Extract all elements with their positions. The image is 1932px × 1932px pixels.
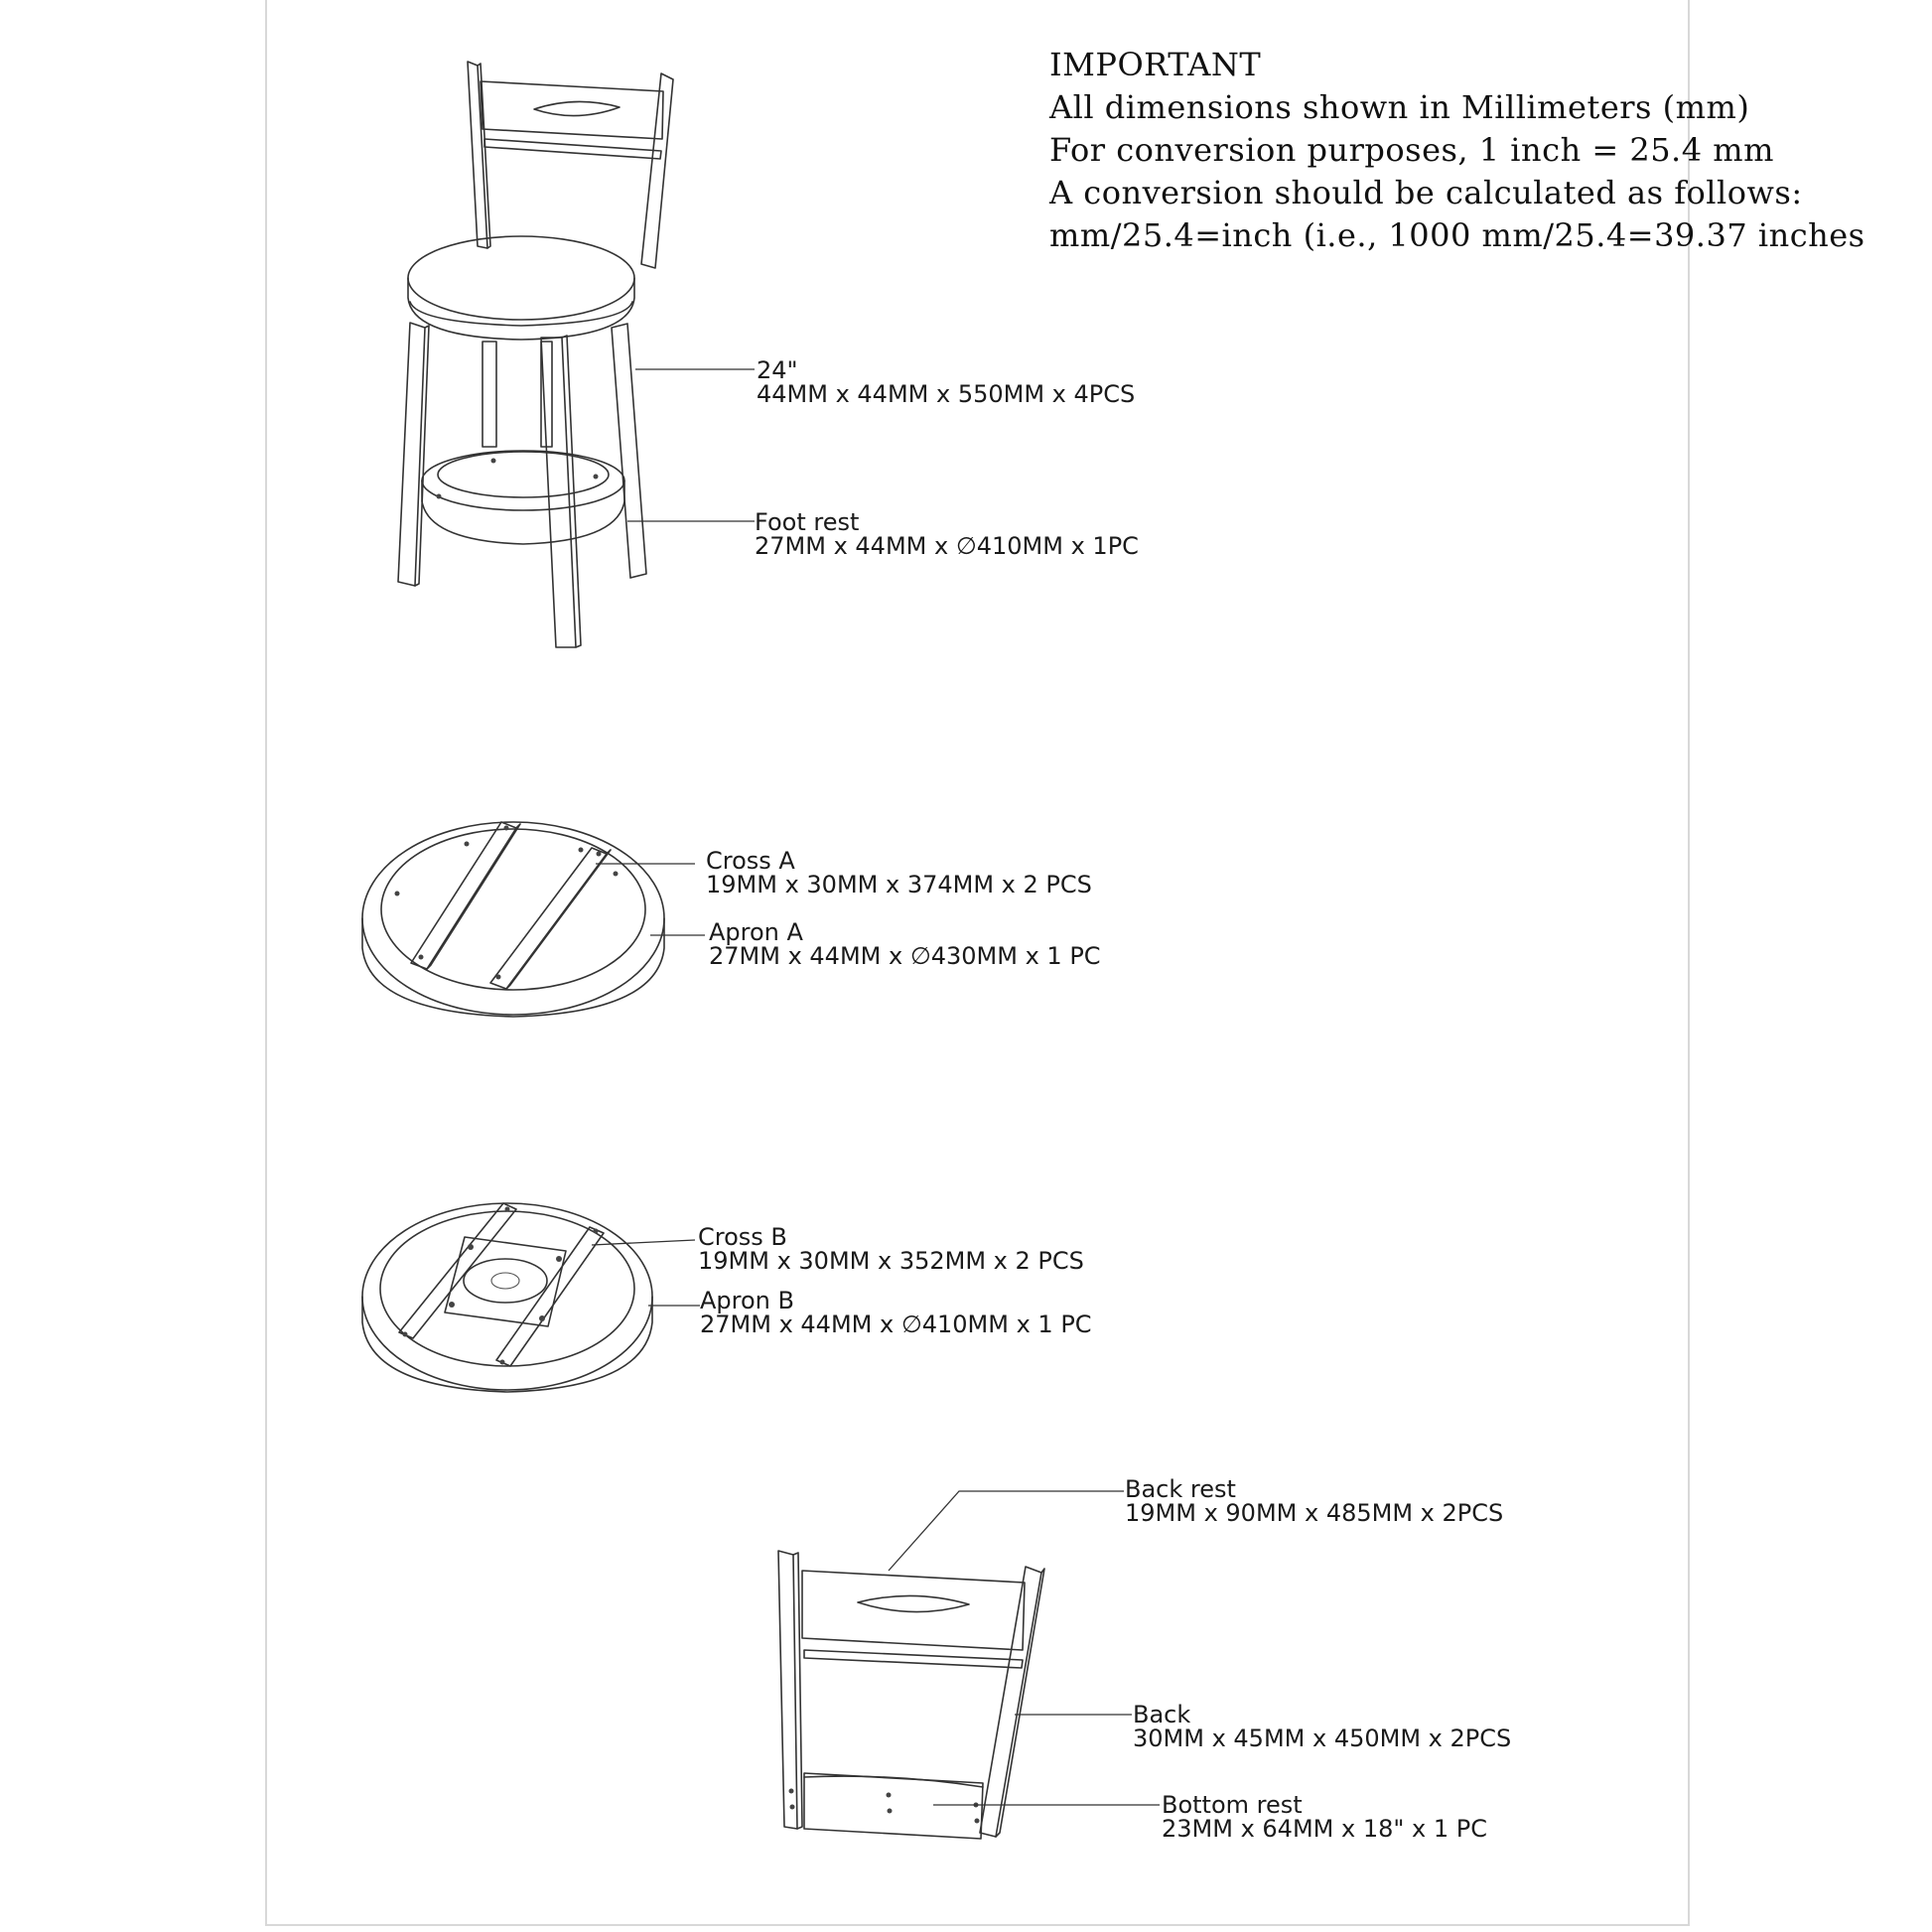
back-rest-label <box>1125 1477 1503 1525</box>
leg-name: 24" <box>757 356 798 384</box>
important-notice <box>1049 44 1865 257</box>
apron-b-label <box>700 1289 1092 1336</box>
leg-spec: 44MM x 44MM x 550MM x 4PCS <box>757 380 1136 408</box>
back-rest-spec: 19MM x 90MM x 485MM x 2PCS <box>1125 1499 1504 1527</box>
cross-b-name: Cross B <box>698 1223 787 1251</box>
foot-rest-label <box>755 510 1139 558</box>
cross-a-name: Cross A <box>706 847 795 875</box>
foot-rest-name: Foot rest <box>755 508 860 536</box>
apron-b-spec: 27MM x 44MM x ∅410MM x 1 PC <box>700 1311 1092 1338</box>
back-label <box>1133 1703 1511 1750</box>
apron-a-spec: 27MM x 44MM x ∅430MM x 1 PC <box>709 942 1101 970</box>
foot-rest-spec: 27MM x 44MM x ∅410MM x 1PC <box>755 532 1139 560</box>
back-spec: 30MM x 45MM x 450MM x 2PCS <box>1133 1725 1512 1752</box>
back-rest-name: Back rest <box>1125 1475 1236 1503</box>
cross-a-label <box>706 849 1092 897</box>
bottom-rest-name: Bottom rest <box>1162 1791 1303 1819</box>
apron-b-drawing <box>362 1203 652 1392</box>
bottom-rest-spec: 23MM x 64MM x 18" x 1 PC <box>1162 1815 1487 1843</box>
cross-b-label <box>698 1225 1084 1273</box>
notice-line: mm/25.4=inch (i.e., 1000 mm/25.4=39.37 inches <box>1049 216 1865 254</box>
apron-b-name: Apron B <box>700 1287 794 1314</box>
stool-drawing <box>398 62 673 647</box>
leg-label <box>757 358 1135 406</box>
cross-a-spec: 19MM x 30MM x 374MM x 2 PCS <box>706 871 1092 898</box>
back-name: Back <box>1133 1701 1191 1728</box>
apron-a-drawing <box>362 822 664 1017</box>
bottom-rest-label <box>1162 1793 1487 1841</box>
notice-line: For conversion purposes, 1 inch = 25.4 mm <box>1049 131 1774 169</box>
notice-line: All dimensions shown in Millimeters (mm) <box>1049 88 1750 126</box>
notice-heading: IMPORTANT <box>1049 46 1262 83</box>
notice-line: A conversion should be calculated as follows: <box>1049 174 1803 211</box>
leader-lines <box>592 369 1160 1805</box>
back-assembly-drawing <box>778 1551 1044 1839</box>
apron-a-name: Apron A <box>709 918 803 946</box>
apron-a-label <box>709 920 1101 968</box>
cross-b-spec: 19MM x 30MM x 352MM x 2 PCS <box>698 1247 1084 1275</box>
